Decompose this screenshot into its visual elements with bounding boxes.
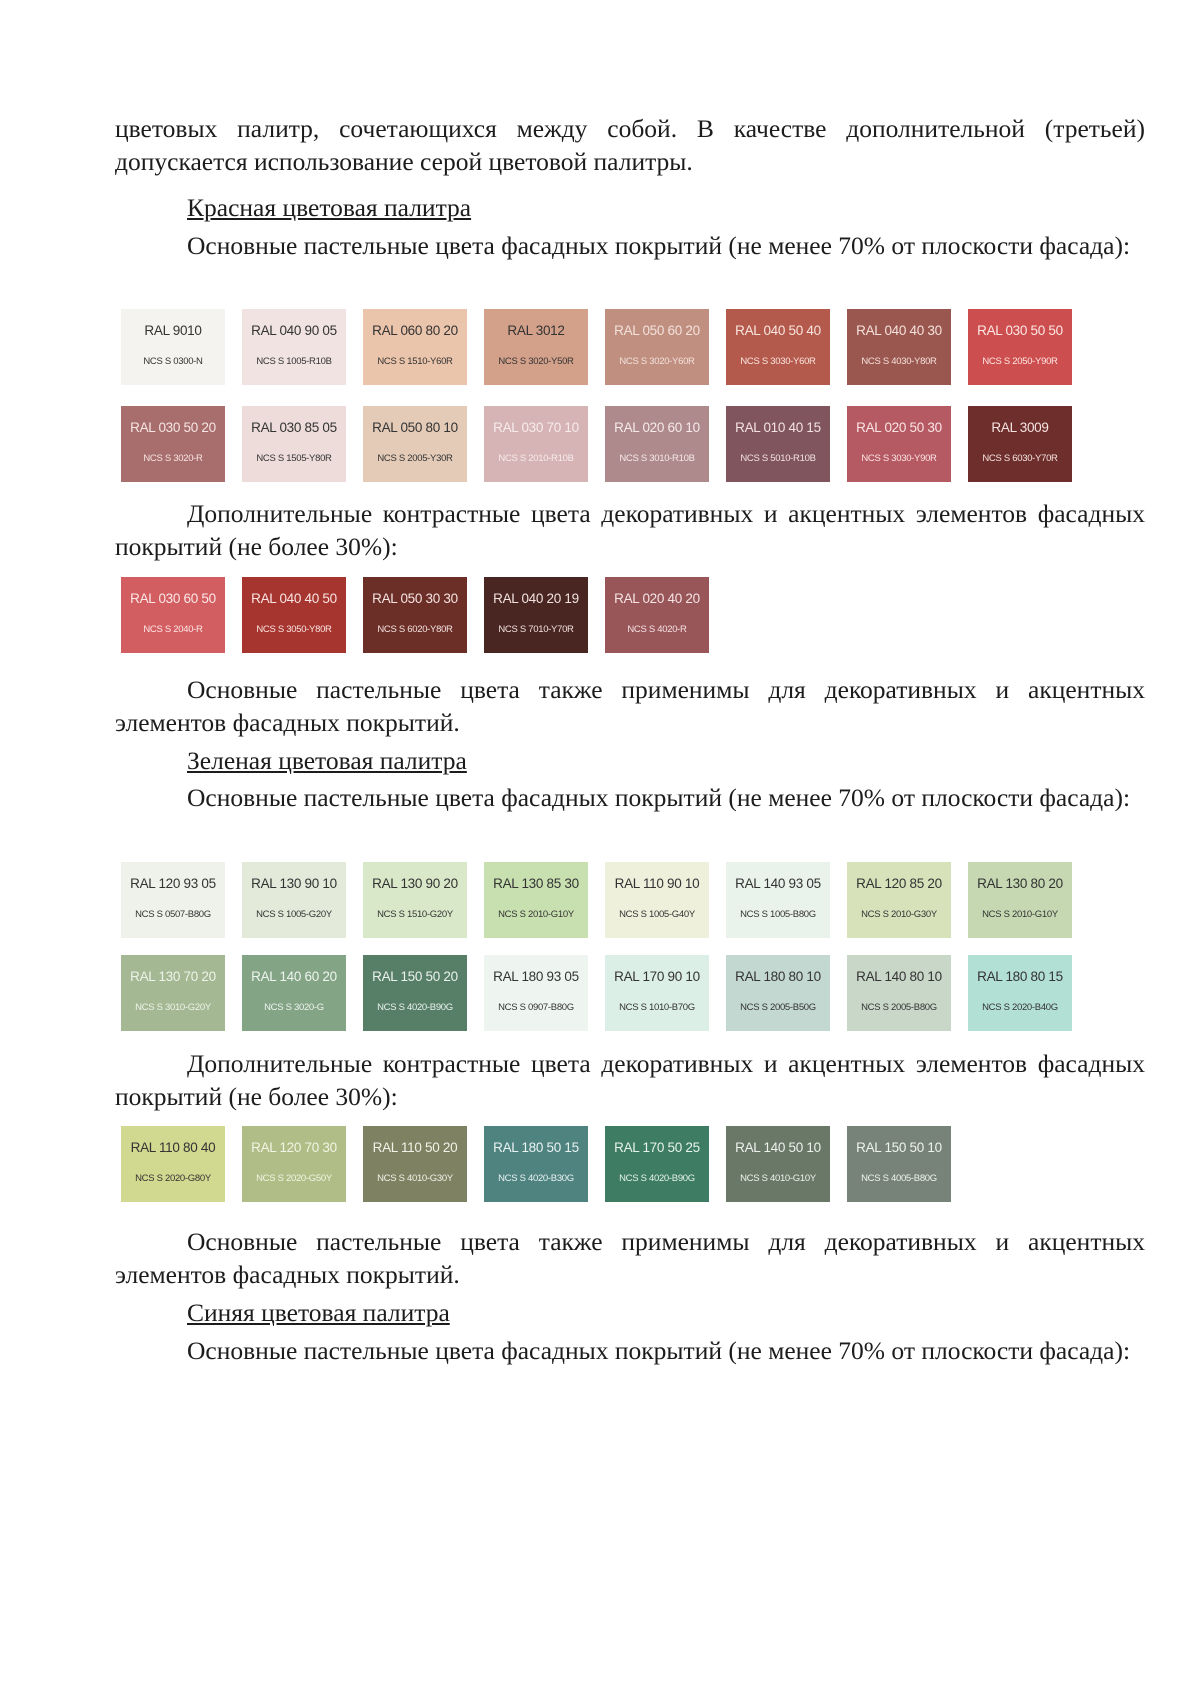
swatch-ral-code: RAL 030 85 05: [251, 420, 337, 435]
swatch-ral-code: RAL 030 50 20: [130, 420, 216, 435]
swatch-ral-code: RAL 030 60 50: [130, 591, 216, 606]
swatch-ral-code: RAL 150 50 10: [856, 1140, 942, 1155]
swatch-ncs-code: NCS S 1005-B80G: [740, 909, 816, 920]
color-swatch: [726, 1126, 830, 1202]
red-palette-heading: Красная цветовая палитра: [187, 193, 472, 222]
green-palette-heading: Зеленая цветовая палитра: [187, 746, 467, 775]
swatch-ncs-code: NCS S 0907-B80G: [498, 1002, 574, 1013]
color-swatch: [363, 862, 467, 938]
swatch-ncs-code: NCS S 2010-G10Y: [498, 909, 574, 920]
swatch-ral-code: RAL 060 80 20: [372, 323, 458, 338]
swatch-ral-code: RAL 130 70 20: [130, 969, 216, 984]
color-swatch: [484, 309, 588, 385]
red-extra-text: Дополнительные контрастные цвета декоративных и акцентных элементов фасадных покрытий (не более 30%):: [115, 499, 1145, 561]
swatch-ncs-code: NCS S 0300-N: [143, 356, 203, 367]
swatch-ncs-code: NCS S 0507-B80G: [135, 909, 211, 920]
color-swatch: [242, 406, 346, 482]
color-swatch: [363, 577, 467, 653]
color-swatch: [847, 862, 951, 938]
swatch-ral-code: RAL 030 70 10: [493, 420, 579, 435]
swatch-ncs-code: NCS S 4010-G10Y: [740, 1173, 816, 1184]
swatch-ral-code: RAL 180 93 05: [493, 969, 579, 984]
swatch-ral-code: RAL 040 20 19: [493, 591, 579, 606]
color-swatch: [726, 955, 830, 1031]
color-swatch: [121, 577, 225, 653]
swatch-ral-code: RAL 030 50 50: [977, 323, 1063, 338]
swatch-ncs-code: NCS S 2020-B40G: [982, 1002, 1058, 1013]
swatch-ncs-code: NCS S 3050-Y80R: [256, 624, 332, 635]
color-swatch: [847, 406, 951, 482]
swatch-ncs-code: NCS S 1005-R10B: [256, 356, 332, 367]
swatch-ncs-code: NCS S 2040-R: [143, 624, 203, 635]
color-swatch: [242, 577, 346, 653]
color-swatch: [605, 577, 709, 653]
color-swatch: [605, 1126, 709, 1202]
swatch-ncs-code: NCS S 4005-B80G: [861, 1173, 937, 1184]
swatch-ral-code: RAL 040 50 40: [735, 323, 821, 338]
swatch-ral-code: RAL 110 50 20: [372, 1140, 458, 1155]
swatch-ral-code: RAL 3009: [991, 420, 1049, 435]
swatch-ral-code: RAL 3012: [507, 323, 565, 338]
swatch-ral-code: RAL 130 85 30: [493, 876, 579, 891]
swatch-ncs-code: NCS S 4020-R: [627, 624, 687, 635]
color-swatch: [484, 862, 588, 938]
swatch-ral-code: RAL 050 80 10: [372, 420, 458, 435]
swatch-ral-code: RAL 050 30 30: [372, 591, 458, 606]
swatch-ncs-code: NCS S 1010-B70G: [619, 1002, 695, 1013]
swatch-ncs-code: NCS S 3010-R10B: [619, 453, 695, 464]
swatch-ncs-code: NCS S 1005-G40Y: [619, 909, 695, 920]
swatch-ral-code: RAL 040 40 30: [856, 323, 942, 338]
green-main-text: Основные пастельные цвета фасадных покрытий (не менее 70% от плоскости фасада):: [187, 783, 1131, 812]
swatch-ncs-code: NCS S 3020-Y50R: [498, 356, 574, 367]
color-swatch: [242, 955, 346, 1031]
red-main-text: Основные пастельные цвета фасадных покрытий (не менее 70% от плоскости фасада):: [187, 231, 1131, 260]
swatch-ral-code: RAL 140 80 10: [856, 969, 942, 984]
color-swatch: [605, 309, 709, 385]
swatch-ral-code: RAL 040 90 05: [251, 323, 337, 338]
color-swatch: [484, 406, 588, 482]
color-swatch: [363, 955, 467, 1031]
color-swatch: [968, 862, 1072, 938]
swatch-ncs-code: NCS S 1505-Y80R: [256, 453, 332, 464]
swatch-ncs-code: NCS S 3030-Y60R: [740, 356, 816, 367]
color-swatch: [726, 862, 830, 938]
color-swatch: [847, 955, 951, 1031]
color-swatch: [968, 955, 1072, 1031]
swatch-ral-code: RAL 020 50 30: [856, 420, 942, 435]
swatch-ncs-code: NCS S 1005-G20Y: [256, 909, 332, 920]
color-swatch: [847, 309, 951, 385]
swatch-ncs-code: NCS S 2010-R10B: [498, 453, 574, 464]
swatch-ral-code: RAL 130 90 10: [251, 876, 337, 891]
swatch-ncs-code: NCS S 1510-Y60R: [377, 356, 453, 367]
red-note: Основные пастельные цвета также применимы для декоративных и акцентных элементов фасадных покрытий.: [115, 675, 1145, 737]
swatch-ral-code: RAL 170 90 10: [614, 969, 700, 984]
swatch-ral-code: RAL 9010: [144, 323, 202, 338]
color-swatch: [363, 406, 467, 482]
swatch-ncs-code: NCS S 6030-Y70R: [982, 453, 1058, 464]
color-swatch: [121, 862, 225, 938]
green-extra-text: Дополнительные контрастные цвета декоративных и акцентных элементов фасадных покрытий (не более 30%):: [115, 1049, 1145, 1111]
swatch-ncs-code: NCS S 4020-B90G: [619, 1173, 695, 1184]
blue-main-text: Основные пастельные цвета фасадных покрытий (не менее 70% от плоскости фасада):: [187, 1336, 1131, 1365]
swatch-ral-code: RAL 010 40 15: [735, 420, 821, 435]
swatch-ral-code: RAL 110 90 10: [614, 876, 700, 891]
swatch-ral-code: RAL 120 93 05: [130, 876, 216, 891]
color-swatch: [121, 309, 225, 385]
swatch-ncs-code: NCS S 2005-Y30R: [377, 453, 453, 464]
color-swatch: [363, 309, 467, 385]
color-swatch: [121, 1126, 225, 1202]
swatch-ral-code: RAL 020 40 20: [614, 591, 700, 606]
swatch-ral-code: RAL 110 80 40: [130, 1140, 216, 1155]
color-swatch: [121, 406, 225, 482]
color-swatch: [968, 309, 1072, 385]
color-swatch: [605, 406, 709, 482]
swatch-ncs-code: NCS S 4030-Y80R: [861, 356, 937, 367]
color-swatch: [484, 1126, 588, 1202]
swatch-ncs-code: NCS S 2050-Y90R: [982, 356, 1058, 367]
color-swatch: [363, 1126, 467, 1202]
color-swatch: [726, 406, 830, 482]
color-swatch: [726, 309, 830, 385]
swatch-ral-code: RAL 050 60 20: [614, 323, 700, 338]
swatch-ral-code: RAL 170 50 25: [614, 1140, 700, 1155]
swatch-ral-code: RAL 140 60 20: [251, 969, 337, 984]
swatch-ral-code: RAL 180 80 15: [977, 969, 1063, 984]
swatch-ral-code: RAL 120 85 20: [856, 876, 942, 891]
swatch-ncs-code: NCS S 3020-R: [143, 453, 203, 464]
color-swatch: [484, 577, 588, 653]
swatch-ncs-code: NCS S 3010-G20Y: [135, 1002, 211, 1013]
swatch-ncs-code: NCS S 6020-Y80R: [377, 624, 453, 635]
swatch-ncs-code: NCS S 2010-G30Y: [861, 909, 937, 920]
intro-paragraph: цветовых палитр, сочетающихся между собой. В качестве дополнительной (третьей) допускается использование серой цветовой палитры.: [115, 114, 1145, 176]
swatch-ral-code: RAL 130 80 20: [977, 876, 1063, 891]
swatch-ncs-code: NCS S 4010-G30Y: [377, 1173, 453, 1184]
swatch-ncs-code: NCS S 2005-B80G: [861, 1002, 937, 1013]
swatch-ncs-code: NCS S 2005-B50G: [740, 1002, 816, 1013]
swatch-ral-code: RAL 120 70 30: [251, 1140, 337, 1155]
color-swatch: [847, 1126, 951, 1202]
swatch-ral-code: RAL 040 40 50: [251, 591, 337, 606]
color-swatch: [484, 955, 588, 1031]
swatch-ral-code: RAL 180 50 15: [493, 1140, 579, 1155]
color-swatch: [242, 309, 346, 385]
swatch-ncs-code: NCS S 3030-Y90R: [861, 453, 937, 464]
swatch-ncs-code: NCS S 2020-G80Y: [135, 1173, 211, 1184]
color-swatch: [242, 1126, 346, 1202]
color-swatch: [242, 862, 346, 938]
color-swatch: [121, 955, 225, 1031]
color-swatch: [605, 955, 709, 1031]
swatch-ral-code: RAL 180 80 10: [735, 969, 821, 984]
swatch-ral-code: RAL 140 50 10: [735, 1140, 821, 1155]
swatch-ncs-code: NCS S 5010-R10B: [740, 453, 816, 464]
swatch-ral-code: RAL 020 60 10: [614, 420, 700, 435]
swatch-ncs-code: NCS S 1510-G20Y: [377, 909, 453, 920]
swatch-ncs-code: NCS S 4020-B30G: [498, 1173, 574, 1184]
swatch-ral-code: RAL 150 50 20: [372, 969, 458, 984]
swatch-ncs-code: NCS S 7010-Y70R: [498, 624, 574, 635]
color-swatch: [968, 406, 1072, 482]
swatch-ral-code: RAL 130 90 20: [372, 876, 458, 891]
green-note: Основные пастельные цвета также применимы для декоративных и акцентных элементов фасадных покрытий.: [115, 1227, 1145, 1289]
swatch-ncs-code: NCS S 2020-G50Y: [256, 1173, 332, 1184]
blue-palette-heading: Синяя цветовая палитра: [187, 1298, 450, 1327]
swatch-ncs-code: NCS S 3020-G: [264, 1002, 324, 1013]
swatch-ncs-code: NCS S 4020-B90G: [377, 1002, 453, 1013]
swatch-ncs-code: NCS S 2010-G10Y: [982, 909, 1058, 920]
swatch-ral-code: RAL 140 93 05: [735, 876, 821, 891]
swatch-ncs-code: NCS S 3020-Y60R: [619, 356, 695, 367]
color-swatch: [605, 862, 709, 938]
